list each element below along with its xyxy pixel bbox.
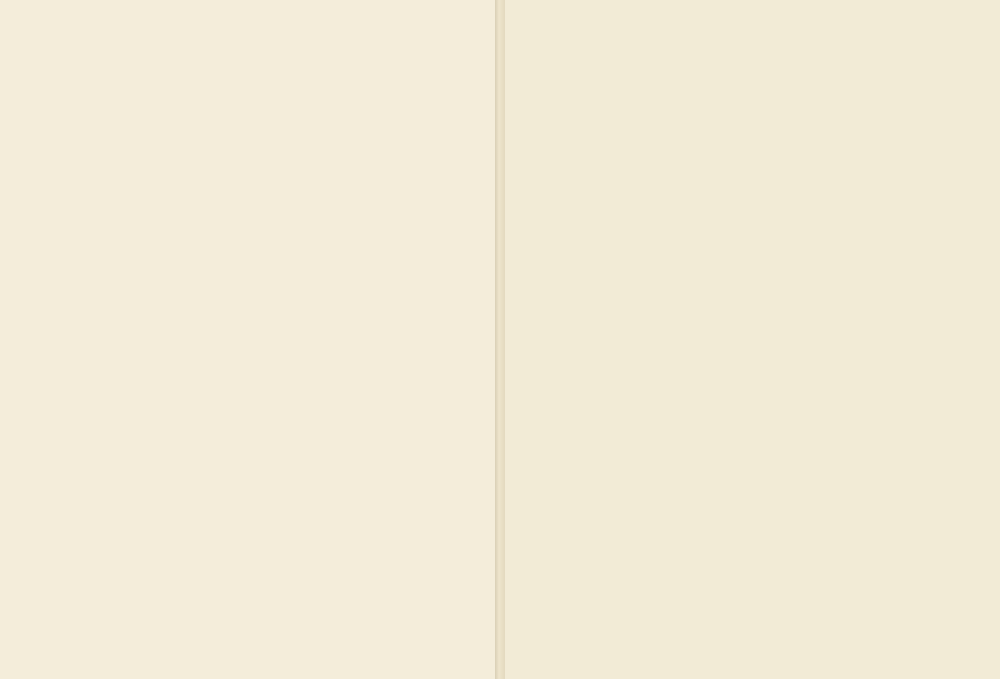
page-fold — [495, 0, 505, 679]
left-menu-page — [0, 0, 495, 679]
right-menu-page — [505, 0, 1000, 679]
